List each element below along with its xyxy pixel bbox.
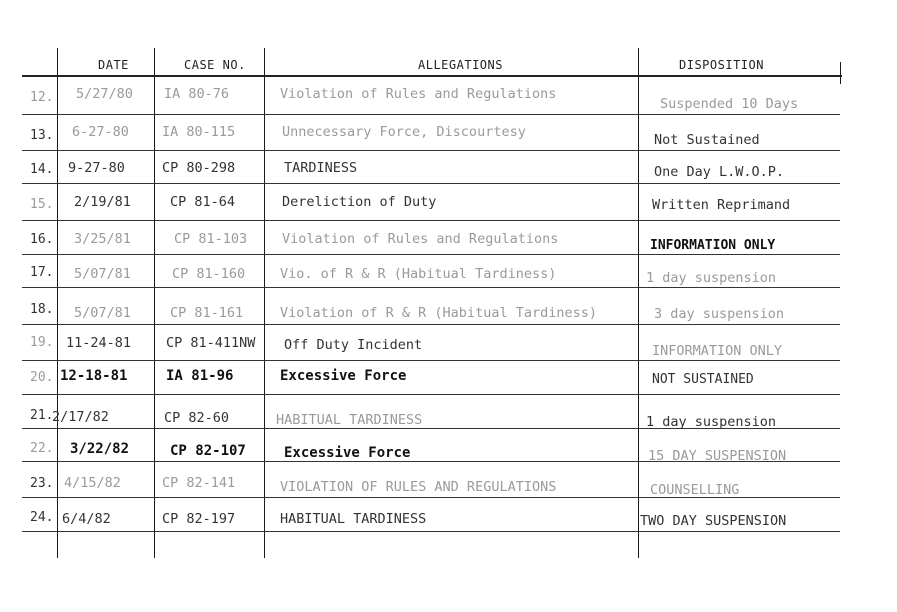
- row-date: 2/19/81: [74, 194, 131, 210]
- row-case-no: CP 82-197: [162, 511, 236, 527]
- row-allegation: Excessive Force: [284, 445, 411, 461]
- row-disposition: Written Reprimand: [652, 197, 791, 213]
- row-allegation: Vio. of R & R (Habitual Tardiness): [280, 266, 557, 282]
- row-rule: [22, 183, 840, 184]
- row-number: 20.: [30, 370, 54, 385]
- row-case-no: CP 82-141: [162, 475, 236, 491]
- row-disposition: Suspended 10 Days: [660, 96, 799, 112]
- row-disposition: NOT SUSTAINED: [652, 372, 754, 387]
- row-allegation: Excessive Force: [280, 368, 407, 384]
- row-number: 14.: [30, 162, 54, 177]
- row-disposition: 1 day suspension: [646, 270, 777, 286]
- column-rule: [840, 62, 841, 84]
- row-date: 2/17/82: [52, 409, 109, 425]
- row-date: 3/25/81: [74, 231, 131, 247]
- row-allegation: Unnecessary Force, Discourtesy: [282, 124, 526, 140]
- header-disposition: DISPOSITION: [679, 58, 764, 72]
- row-allegation: HABITUAL TARDINESS: [280, 511, 427, 527]
- row-number: 23.: [30, 476, 54, 491]
- column-rule: [264, 48, 265, 558]
- row-number: 22.: [30, 441, 54, 456]
- row-allegation: Violation of Rules and Regulations: [282, 231, 559, 247]
- row-rule: [22, 254, 840, 255]
- row-rule: [22, 461, 840, 462]
- row-rule: [22, 394, 840, 395]
- row-date: 5/07/81: [74, 266, 131, 282]
- row-case-no: CP 81-161: [170, 305, 244, 321]
- row-allegation: VIOLATION OF RULES AND REGULATIONS: [280, 479, 557, 495]
- row-disposition: TWO DAY SUSPENSION: [640, 513, 787, 529]
- row-disposition: INFORMATION ONLY: [650, 238, 776, 253]
- row-disposition: COUNSELLING: [650, 482, 740, 498]
- row-number: 12.: [30, 90, 54, 105]
- row-case-no: IA 80-115: [162, 124, 236, 140]
- row-rule: [22, 220, 840, 221]
- row-date: 5/07/81: [74, 305, 131, 321]
- row-number: 21.: [30, 408, 54, 423]
- row-number: 13.: [30, 128, 54, 143]
- row-case-no: CP 81-160: [172, 266, 246, 282]
- row-rule: [22, 497, 840, 498]
- column-rule: [57, 48, 58, 558]
- row-number: 17.: [30, 265, 54, 280]
- row-allegation: Violation of R & R (Habitual Tardiness): [280, 305, 597, 321]
- row-case-no: CP 81-411NW: [166, 335, 256, 351]
- header-rule: [22, 75, 842, 77]
- row-disposition: 15 DAY SUSPENSION: [648, 448, 787, 464]
- row-rule: [22, 428, 840, 429]
- row-number: 19.: [30, 335, 54, 350]
- header-case-no: CASE NO.: [184, 58, 246, 72]
- row-date: 12-18-81: [60, 368, 128, 384]
- row-disposition: INFORMATION ONLY: [652, 343, 783, 359]
- row-number: 18.: [30, 302, 54, 317]
- row-rule: [22, 150, 840, 151]
- row-allegation: Violation of Rules and Regulations: [280, 86, 557, 102]
- row-disposition: One Day L.W.O.P.: [654, 164, 785, 180]
- row-disposition: Not Sustained: [654, 132, 760, 148]
- row-rule: [22, 114, 840, 115]
- row-date: 4/15/82: [64, 475, 121, 491]
- row-case-no: CP 82-107: [170, 443, 246, 459]
- row-rule: [22, 324, 840, 325]
- row-disposition: 3 day suspension: [654, 306, 785, 322]
- row-allegation: Dereliction of Duty: [282, 194, 437, 210]
- row-date: 6/4/82: [62, 511, 111, 527]
- row-number: 16.: [30, 232, 54, 247]
- row-allegation: HABITUAL TARDINESS: [276, 412, 423, 428]
- row-case-no: CP 80-298: [162, 160, 236, 176]
- row-rule: [22, 360, 840, 361]
- header-date: DATE: [98, 58, 129, 72]
- column-rule: [154, 48, 155, 558]
- header-allegations: ALLEGATIONS: [418, 58, 503, 72]
- row-case-no: CP 82-60: [164, 410, 230, 426]
- row-number: 24.: [30, 510, 54, 525]
- row-case-no: IA 80-76: [164, 86, 230, 102]
- row-allegation: Off Duty Incident: [284, 337, 423, 353]
- row-rule: [22, 531, 840, 532]
- row-allegation: TARDINESS: [284, 160, 358, 176]
- row-number: 15.: [30, 197, 54, 212]
- row-date: 5/27/80: [76, 86, 133, 102]
- row-date: 11-24-81: [66, 335, 132, 351]
- row-date: 3/22/82: [70, 441, 130, 457]
- row-case-no: CP 81-64: [170, 194, 236, 210]
- row-date: 6-27-80: [72, 124, 129, 140]
- row-disposition: 1 day suspension: [646, 414, 777, 430]
- row-case-no: IA 81-96: [166, 368, 234, 384]
- row-rule: [22, 287, 840, 288]
- row-date: 9-27-80: [68, 160, 125, 176]
- row-case-no: CP 81-103: [174, 231, 248, 247]
- column-rule: [638, 48, 639, 558]
